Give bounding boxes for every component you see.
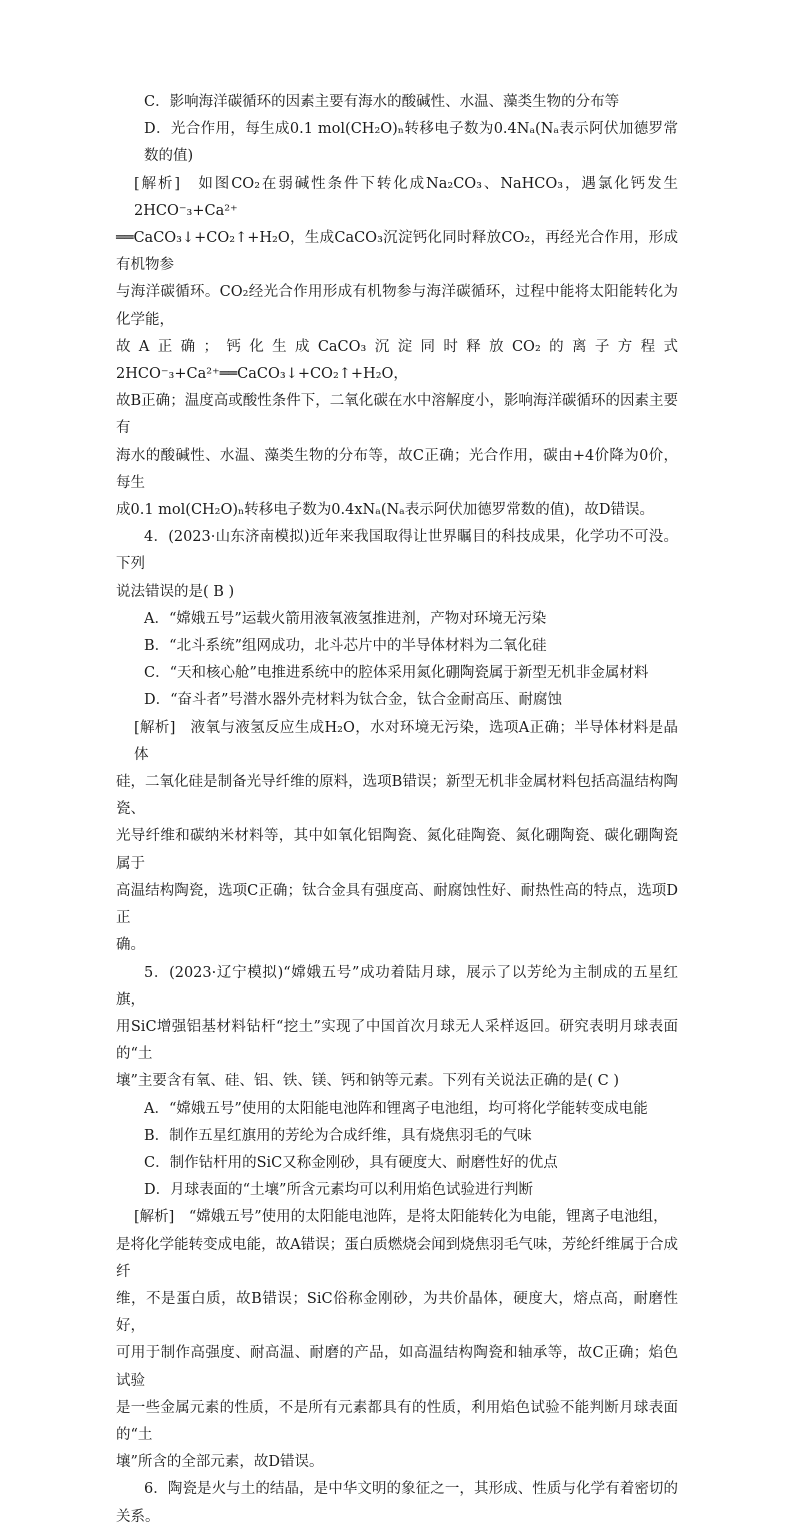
analysis-q3-line: ══CaCO₃↓+CO₂↑+H₂O，生成CaCO₃沉淀钙化同时释放CO₂，再经光合作用，形成有机物参 xyxy=(116,230,678,274)
question-5-stem-cont: 壤”主要含有氧、硅、铝、铁、镁、钙和钠等元素。下列有关说法正确的是( C ) xyxy=(116,1073,620,1090)
analysis-q5-line: [解析] “嫦娥五号”使用的太阳能电池阵，是将太阳能转化为电能，锂离子电池组， xyxy=(134,1209,668,1226)
option-d-q3: D．光合作用，每生成0.1 mol(CH₂O)ₙ转移电子数为0.4Nₐ(Nₐ表示阿伏加德罗常数的值) xyxy=(144,121,678,165)
question-4-stem: 4．(2023·山东济南模拟)近年来我国取得让世界瞩目的科技成果，化学功不可没。下列 xyxy=(116,529,678,573)
analysis-q3-line: [解析] 如图CO₂在弱碱性条件下转化成Na₂CO₃、NaHCO₃，遇氯化钙发生 2HCO⁻₃+Ca²⁺ xyxy=(134,175,678,219)
option-b-q4: B．“北斗系统”组网成功，北斗芯片中的半导体材料为二氧化硅 xyxy=(144,638,547,655)
option-d-q4: D．“奋斗者”号潜水器外壳材料为钛合金，钛合金耐高压、耐腐蚀 xyxy=(144,692,562,709)
question-4-stem-cont: 说法错误的是( B ) xyxy=(116,583,235,600)
analysis-q5-line: 可用于制作高强度、耐高温、耐磨的产品，如高温结构陶瓷和轴承等，故C正确；焰色试验 xyxy=(116,1345,678,1389)
option-c-q3: C．影响海洋碳循环的因素主要有海水的酸碱性、水温、藻类生物的分布等 xyxy=(144,94,620,110)
analysis-q4-line: 高温结构陶瓷，选项C正确；钛合金具有强度高、耐腐蚀性好、耐热性高的特点，选项D正 xyxy=(116,882,678,927)
analysis-q4-line: 确。 xyxy=(116,937,145,954)
analysis-q5-line: 壤”所含的全部元素，故D错误。 xyxy=(116,1454,324,1471)
option-a-q4: A．“嫦娥五号”运载火箭用液氧液氢推进剂，产物对环境无污染 xyxy=(144,610,547,627)
analysis-q5-line: 是一些金属元素的性质，不是所有元素都具有的性质，利用焰色试验不能判断月球表面的“土 xyxy=(116,1399,678,1443)
analysis-q4-line: 硅，二氧化硅是制备光导纤维的原料，选项B错误；新型无机非金属材料包括高温结构陶瓷、 xyxy=(116,774,678,818)
analysis-q4-line: 光导纤维和碳纳米材料等，其中如氧化铝陶瓷、氮化硅陶瓷、氮化硼陶瓷、碳化硼陶瓷属于 xyxy=(116,828,678,872)
analysis-q5-line: 是将化学能转变成电能，故A错误；蛋白质燃烧会闻到烧焦羽毛气味，芳纶纤维属于合成纤 xyxy=(116,1236,678,1280)
option-b-q5: B．制作五星红旗用的芳纶为合成纤维，具有烧焦羽毛的气味 xyxy=(144,1127,532,1144)
option-d-q5: D．月球表面的“土壤”所含元素均可以利用焰色试验进行判断 xyxy=(144,1182,533,1199)
analysis-q3-line: 故A正确；钙化生成CaCO₃沉淀同时释放CO₂的离子方程式2HCO⁻₃+Ca²⁺══CaCO₃↓+CO₂↑+H₂O， xyxy=(116,338,678,383)
analysis-q5-line: 维，不是蛋白质，故B错误；SiC俗称金刚砂，为共价晶体，硬度大，熔点高，耐磨性好， xyxy=(116,1290,678,1335)
analysis-q3-line: 海水的酸碱性、水温、藻类生物的分布等，故C正确；光合作用，碳由+4价降为0价，每生 xyxy=(116,447,678,491)
question-6-stem: 6．陶瓷是火与土的结晶，是中华文明的象征之一，其形成、性质与化学有着密切的关系。 xyxy=(116,1481,678,1525)
document-body xyxy=(116,89,678,1531)
option-a-q5: A．“嫦娥五号”使用的太阳能电池阵和锂离子电池组，均可将化学能转变成电能 xyxy=(144,1100,648,1117)
option-c-q4: C．“天和核心舱”电推进系统中的腔体采用氮化硼陶瓷属于新型无机非金属材料 xyxy=(144,665,649,682)
option-c-q5: C．制作钻杆用的SiC又称金刚砂，具有硬度大、耐磨性好的优点 xyxy=(144,1154,558,1171)
question-5-stem: 5．(2023·辽宁模拟)“嫦娥五号”成功着陆月球，展示了以芳纶为主制成的五星红旗， xyxy=(116,964,678,1008)
analysis-q4-line: [解析] 液氧与液氢反应生成H₂O，水对环境无污染，选项A正确；半导体材料是晶体 xyxy=(134,719,678,763)
analysis-q3-line: 与海洋碳循环。CO₂经光合作用形成有机物参与海洋碳循环，过程中能将太阳能转化为化学能， xyxy=(116,284,678,328)
analysis-q3-line: 成0.1 mol(CH₂O)ₙ转移电子数为0.4xNₐ(Nₐ表示阿伏加德罗常数的值)，故D错误。 xyxy=(116,502,655,519)
analysis-q3-line: 故B正确；温度高或酸性条件下，二氧化碳在水中溶解度小，影响海洋碳循环的因素主要有 xyxy=(116,393,678,437)
question-5-stem-cont: 用SiC增强铝基材料钻杆“挖土”实现了中国首次月球无人采样返回。研究表明月球表面的“土 xyxy=(116,1018,678,1063)
